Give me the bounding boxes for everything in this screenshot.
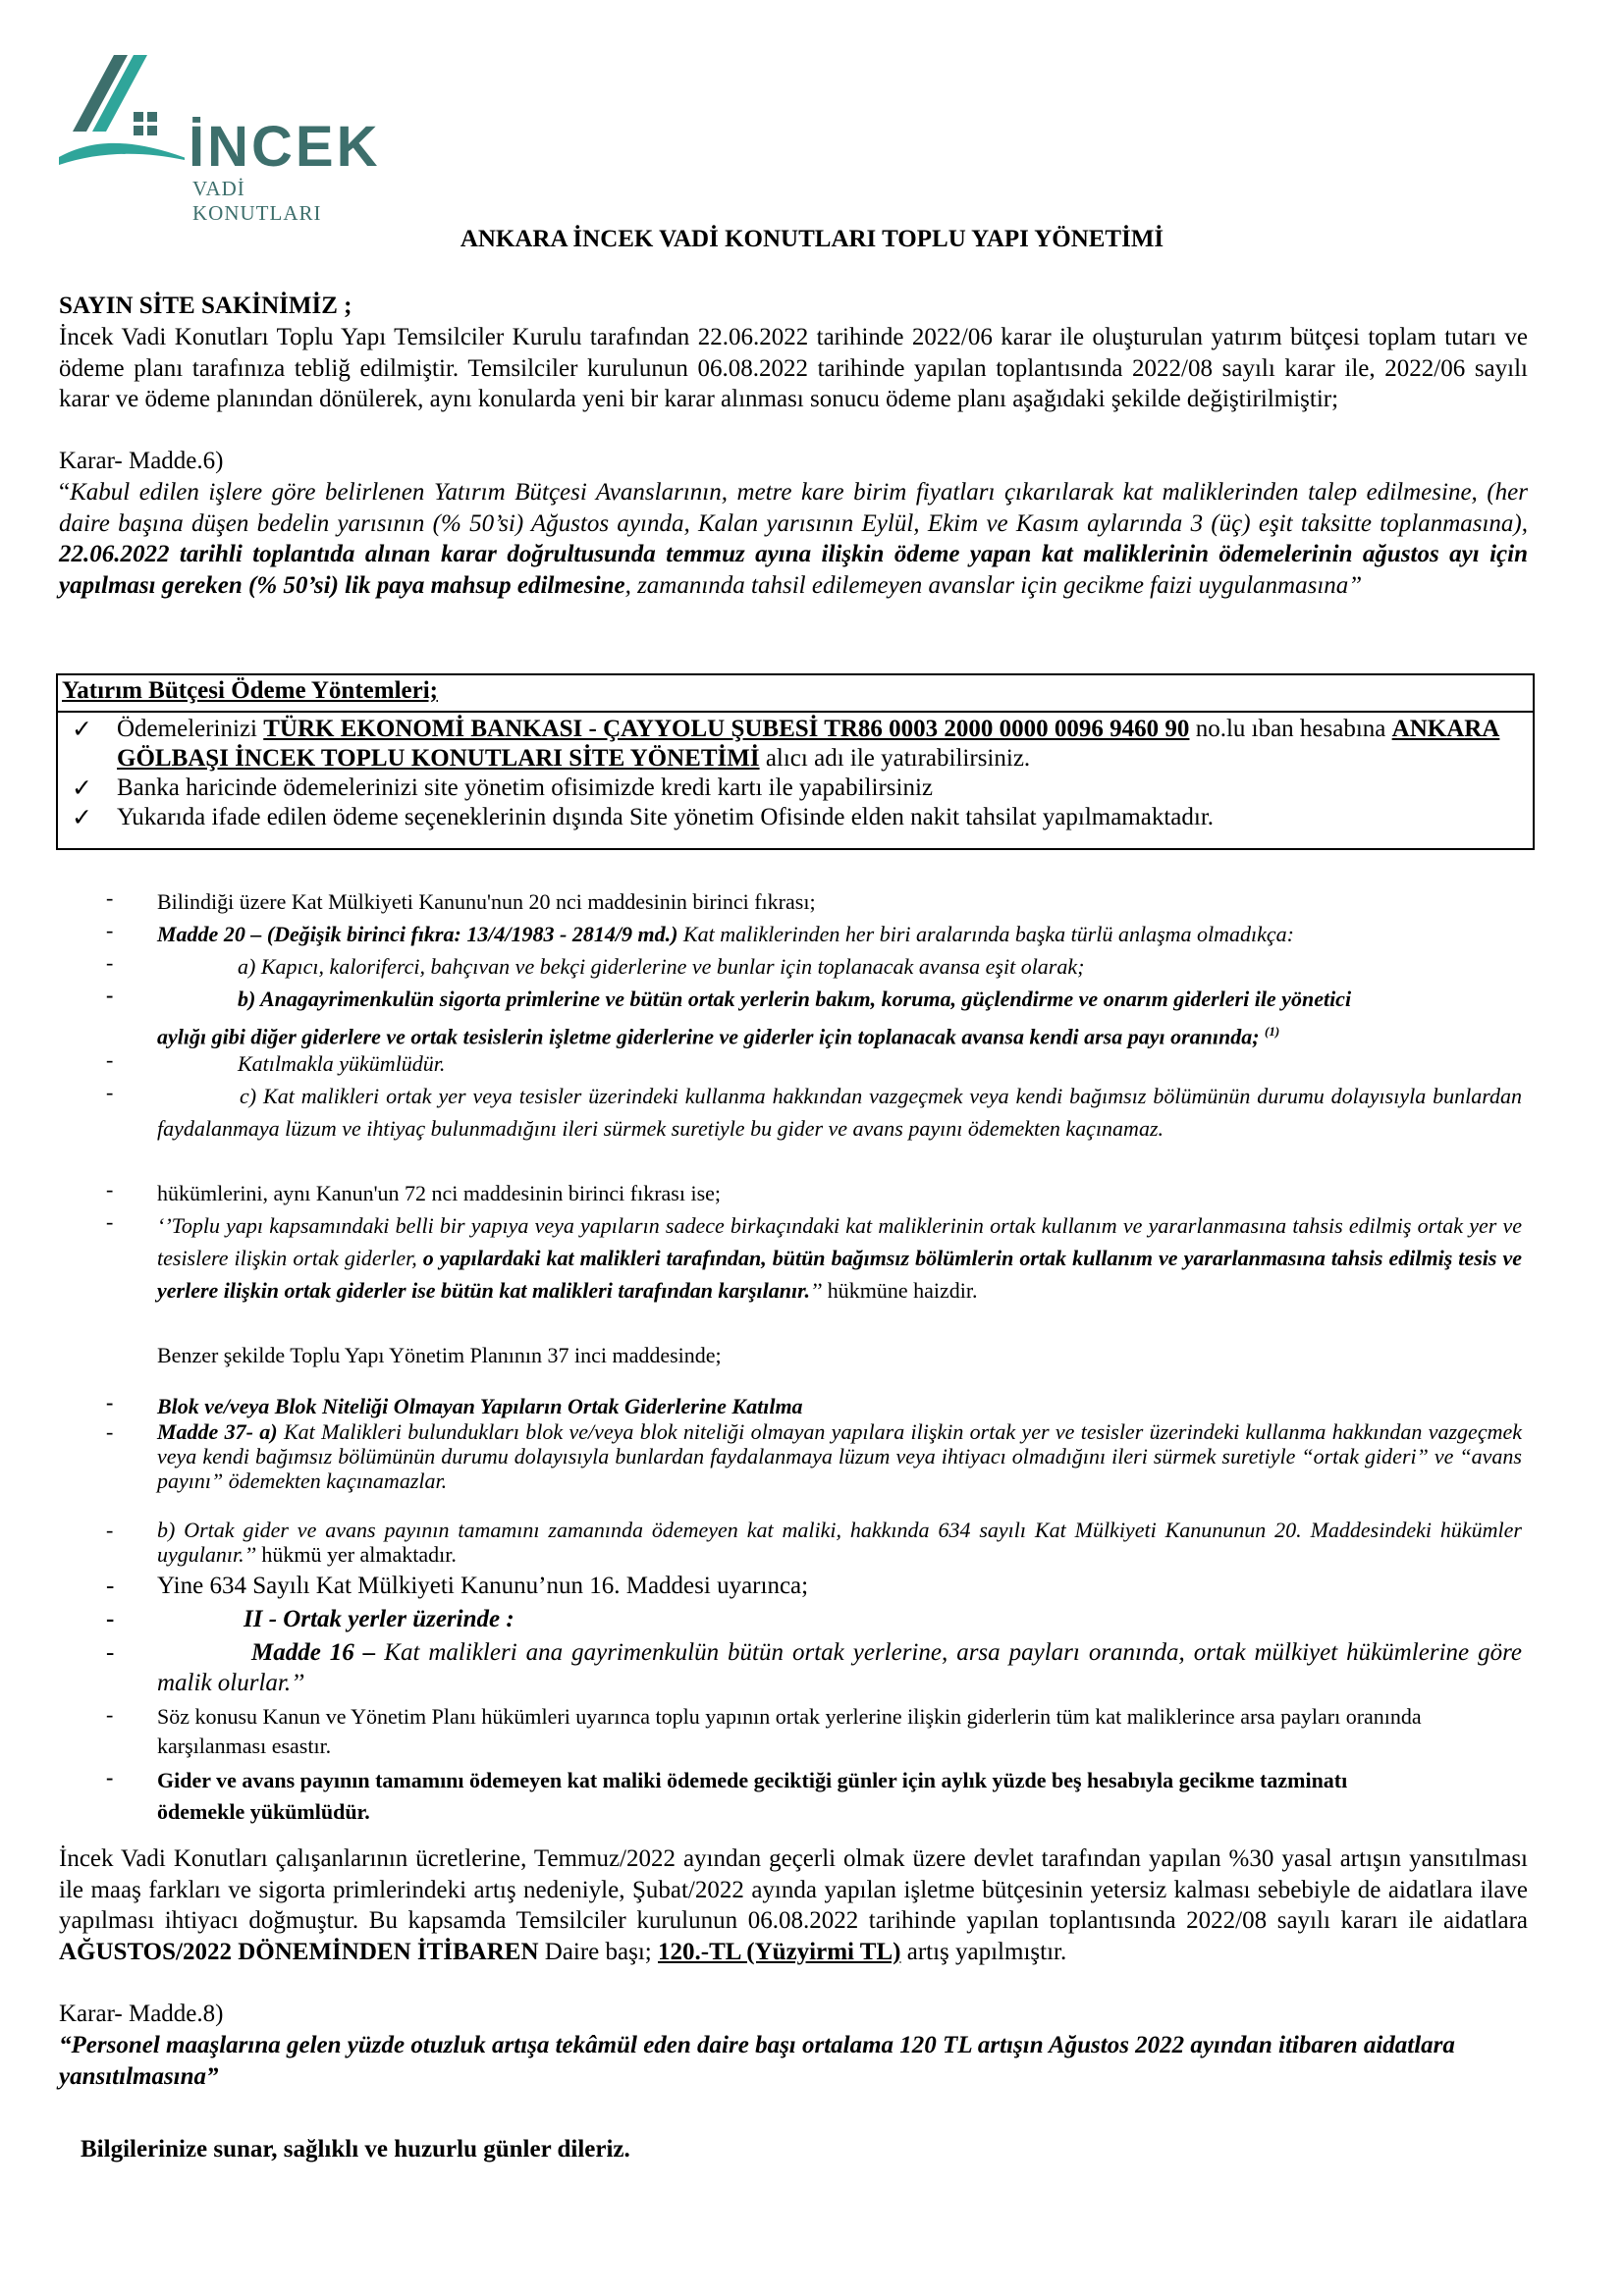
signoff: Bilgilerinize sunar, sağlıklı ve huzurlu günler dileriz. (81, 2136, 630, 2163)
list-dash: - (106, 1573, 115, 1599)
law-line: Katılmakla yükümlüdür. (238, 1051, 446, 1076)
closing-text: artış yapılmıştır. (900, 1938, 1067, 1965)
list-dash: - (106, 1702, 114, 1727)
article-37b-text: b) Ortak gider ve avans payının tamamını zamanında ödemeyen kat maliki, hakkında 634 sayılı Kat Mülkiyeti Kanununun 20. Maddesindeki hükümler uygulanır.’’ (157, 1518, 1522, 1567)
decision-italic-end: , zamanında tahsil edilemeyen avanslar için gecikme faizi uygulanmasına” (624, 571, 1363, 599)
list-dash: - (106, 1765, 114, 1789)
check-icon: ✓ (72, 805, 92, 831)
closing-period: AĞUSTOS/2022 DÖNEMİNDEN İTİBAREN (59, 1938, 539, 1965)
list-dash: - (106, 1390, 114, 1415)
payment-item-text: alıcı adı ile yatırabilirsiniz. (759, 745, 1031, 772)
list-dash: - (106, 950, 114, 975)
check-icon: ✓ (72, 775, 92, 802)
article-20-title: Madde 20 – (Değişik birinci fıkra: 13/4/1983 - 2814/9 md.) (157, 922, 678, 946)
article-16-heading: II - Ortak yerler üzerinde : (244, 1606, 514, 1632)
check-icon: ✓ (72, 717, 92, 743)
decision-italic: Kabul edilen işlere göre belirlenen Yatırım Bütçesi Avanslarının, metre kare birim fiyatları çıkarılarak kat maliklerinden talep edilmesine, (her daire başına düşen bedelin yarısının (% 50’si) Ağustos ayında, Kalan yarısının Eylül, Ekim ve Kasım aylarında 3 (üç) eşit taksitte toplanmasına), (59, 479, 1528, 537)
law-line (157, 1209, 1522, 1307)
law-line: hükümlerini, aynı Kanun'un 72 nci maddesinin birinci fıkrası ise; (157, 1181, 722, 1205)
list-dash: - (106, 1177, 114, 1201)
law-line (157, 1637, 1522, 1698)
footnote-mark: (1) (1265, 1024, 1280, 1039)
payment-item-cash: Yukarıda ifade edilen ödeme seçeneklerinin dışında Site yönetim Ofisinde elden nakit tahsilat yapılmamaktadır. (117, 804, 1215, 830)
closing-paragraph (59, 1843, 1528, 1967)
logo-mark (57, 55, 185, 183)
article-37-label: Madde 37- a) (157, 1419, 278, 1444)
article-72-bold: o yapılardaki kat malikleri tarafından, bütün bağımsız bölümlerin ortak kullanım ve yararlanmasına tahsis edilmiş tesis ve yerlere ilişkin ortak giderler ise bütün kat malikleri tarafından karşılanır. (157, 1246, 1522, 1303)
article-72-text: ‘’Toplu yapı kapsamındaki belli bir yapıya veya yapıların sadece birkaçındaki kat maliklerinin ortak kullanım ve yararlanmasına tahsis edilmiş ortak yer ve tesislere ilişkin ortak giderler, (157, 1213, 1522, 1270)
payment-methods-box (56, 673, 1535, 850)
law-line: Gider ve avans payının tamamını ödemeyen kat maliki ödemede geciktiği günler için aylık yüzde beş hesabıyla gecikme tazminatı ödemekle yükümlüdür. (157, 1768, 1348, 1824)
payment-item-text: Ödemelerinizi (117, 716, 264, 742)
intro-paragraph: İncek Vadi Konutları Toplu Yapı Temsilciler Kurulu tarafından 22.06.2022 tarihinde 2022/06 karar ile oluşturulan yatırım bütçesi toplam tutarı ve ödeme planı tarafınıza tebliğ edilmiştir. Temsilciler kurulunun 06.08.2022 tarihinde yapılan toplantısında 2022/08 sayılı karar ile, 2022/06 sayılı karar ve ödeme planından dönülerek, aynı konularda yeni bir karar alınması sonucu ödeme planı aşağıdaki şekilde değiştirilmiştir; (59, 324, 1528, 412)
law-line (157, 1518, 1522, 1567)
article-16-text: Kat malikleri ana gayrimenkulün bütün ortak yerlerine, arsa payları oranında, ortak mülkiyet hükümlerine göre malik olurlar.’’ (157, 1639, 1522, 1696)
payment-methods-title: Yatırım Bütçesi Ödeme Yöntemleri; (62, 677, 438, 704)
open-quote: “ (59, 479, 71, 506)
law-line-text: aylığı gibi diğer giderlere ve ortak tesislerin işletme giderlerine ve giderler için toplanacak avansa kendi arsa payı oranında; (157, 1024, 1260, 1049)
law-line: Benzer şekilde Toplu Yapı Yönetim Planının 37 inci maddesinde; (157, 1343, 722, 1367)
bank-iban: TÜRK EKONOMİ BANKASI - ÇAYYOLU ŞUBESİ TR86 0003 2000 0000 0096 9460 90 (263, 716, 1190, 742)
list-dash: - (106, 1080, 114, 1104)
logo-subtitle: VADİ KONUTLARI (192, 177, 322, 225)
list-dash: - (106, 1518, 114, 1542)
closing-text: İncek Vadi Konutları çalışanlarının ücretlerine, Temmuz/2022 ayından geçerli olmak üzere devlet tarafından yapılan %30 yasal artışın yansıtılması ile maaş farkları ve sigorta primlerindeki artış nedeniyle, Şubat/2022 ayında yapılan işletme bütçesinin yetersiz kalması sebebiyle de aidatlara ilave yapılması ihtiyacı doğmuştur. Bu kapsamda Temsilciler kurulunun 06.08.2022 tarihinde yapılan toplantısında 2022/08 sayılı kararı ile aidatlara (59, 1845, 1528, 1934)
law-line (157, 918, 1522, 950)
decision-label-2: Karar- Madde.8) (59, 2001, 224, 2027)
list-dash: - (106, 1047, 114, 1072)
article-72-quote: ’’ (809, 1278, 823, 1303)
article-37b-end: hükmü yer almaktadır. (255, 1542, 457, 1567)
list-dash: - (106, 1419, 114, 1444)
decision-text-2: “Personel maaşlarına gelen yüzde otuzluk artışa tekâmül eden daire başı ortalama 120 TL artışın Ağustos 2022 ayından itibaren aidatlara yansıtılmasına” (59, 2032, 1455, 2090)
salutation: SAYIN SİTE SAKİNİMİZ ; (59, 293, 352, 319)
law-line: Söz konusu Kanun ve Yönetim Planı hükümleri uyarınca toplu yapının ortak yerlerine ilişkin giderlerin tüm kat maliklerince arsa payları oranında karşılanması esastır. (157, 1704, 1422, 1758)
law-line: c) Kat malikleri ortak yer veya tesisler üzerindeki kullanma hakkından vazgeçmek veya kendi bağımsız bölümünün durumu dolayısıyla bunlardan faydalanmaya lüzum ve ihtiyaç bulunmadığını ileri sürmek suretiyle bu gider ve avans payını ödemekten kaçınamaz. (157, 1084, 1522, 1141)
decision-label-1: Karar- Madde.6) (59, 448, 224, 474)
payment-item-text: no.lu ıban hesabına (1189, 716, 1392, 742)
payment-item-bank (117, 715, 1525, 774)
article-72-end: hükmüne haizdir. (822, 1278, 978, 1303)
list-dash: - (106, 918, 114, 942)
list-dash: - (106, 885, 114, 910)
increase-amount: 120.-TL (Yüzyirmi TL) (658, 1938, 901, 1965)
law-line (157, 1419, 1522, 1493)
logo (57, 55, 381, 225)
article-16-label: Madde 16 – (251, 1639, 376, 1666)
decision-bold: 22.06.2022 tarihli toplantıda alınan karar doğrultusunda temmuz ayına ilişkin ödeme yapan kat maliklerinin ödemelerinin ağustos ayı için yapılması gereken (% 50’si) lik paya mahsup edilmesine (59, 541, 1528, 599)
article-37-text: Kat Malikleri bulundukları blok ve/veya blok niteliği olmayan yapılara ilişkin ortak yer ve tesisler üzerindeki kullanma hakkından vazgeçmek veya kendi bağımsız bölümünün durumu dolayısıyla bunlardan faydalanmaya lüzum veya ihtiyacı olmadığını ileri sürmek suretiyle “ortak gideri” ve “avans payını” ödemekten kaçınamazlar. (157, 1419, 1522, 1493)
payment-item-card: Banka haricinde ödemelerinizi site yönetim ofisimizde kredi kartı ile yapabilirsiniz (117, 774, 933, 801)
article-20-text: Kat maliklerinden her biri aralarında başka türlü anlaşma olmadıkça: (677, 922, 1295, 946)
law-line: a) Kapıcı, kaloriferci, bahçıvan ve bekçi giderlerine ve bunlar için toplanacak avansa eşit olarak; (238, 954, 1085, 979)
decision-text-1 (59, 477, 1528, 601)
article-37-title: Blok ve/veya Blok Niteliği Olmayan Yapıların Ortak Giderlerine Katılma (157, 1394, 803, 1418)
payment-methods-heading (58, 675, 1533, 713)
list-dash: - (106, 983, 114, 1007)
closing-text: Daire başı; (538, 1938, 658, 1965)
law-line: b) Anagayrimenkulün sigorta primlerine ve bütün ortak yerlerin bakım, koruma, güçlendirme ve onarım giderleri ile yönetici (238, 987, 1352, 1011)
law-line: Yine 634 Sayılı Kat Mülkiyeti Kanunu’nun 16. Maddesi uyarınca; (157, 1573, 809, 1599)
page-title: ANKARA İNCEK VADİ KONUTLARI TOPLU YAPI YÖNETİMİ (460, 226, 1164, 252)
list-dash: - (106, 1209, 114, 1234)
law-line: Bilindiği üzere Kat Mülkiyeti Kanunu'nun 20 nci maddesinin birinci fıkrası; (157, 889, 816, 914)
list-dash: - (106, 1606, 115, 1632)
list-dash: - (106, 1639, 115, 1666)
recipient-name: ANKARA GÖLBAŞI İNCEK TOPLU KONUTLARI SİTE YÖNETİMİ (117, 716, 1500, 772)
logo-name: İNCEK (189, 115, 381, 179)
